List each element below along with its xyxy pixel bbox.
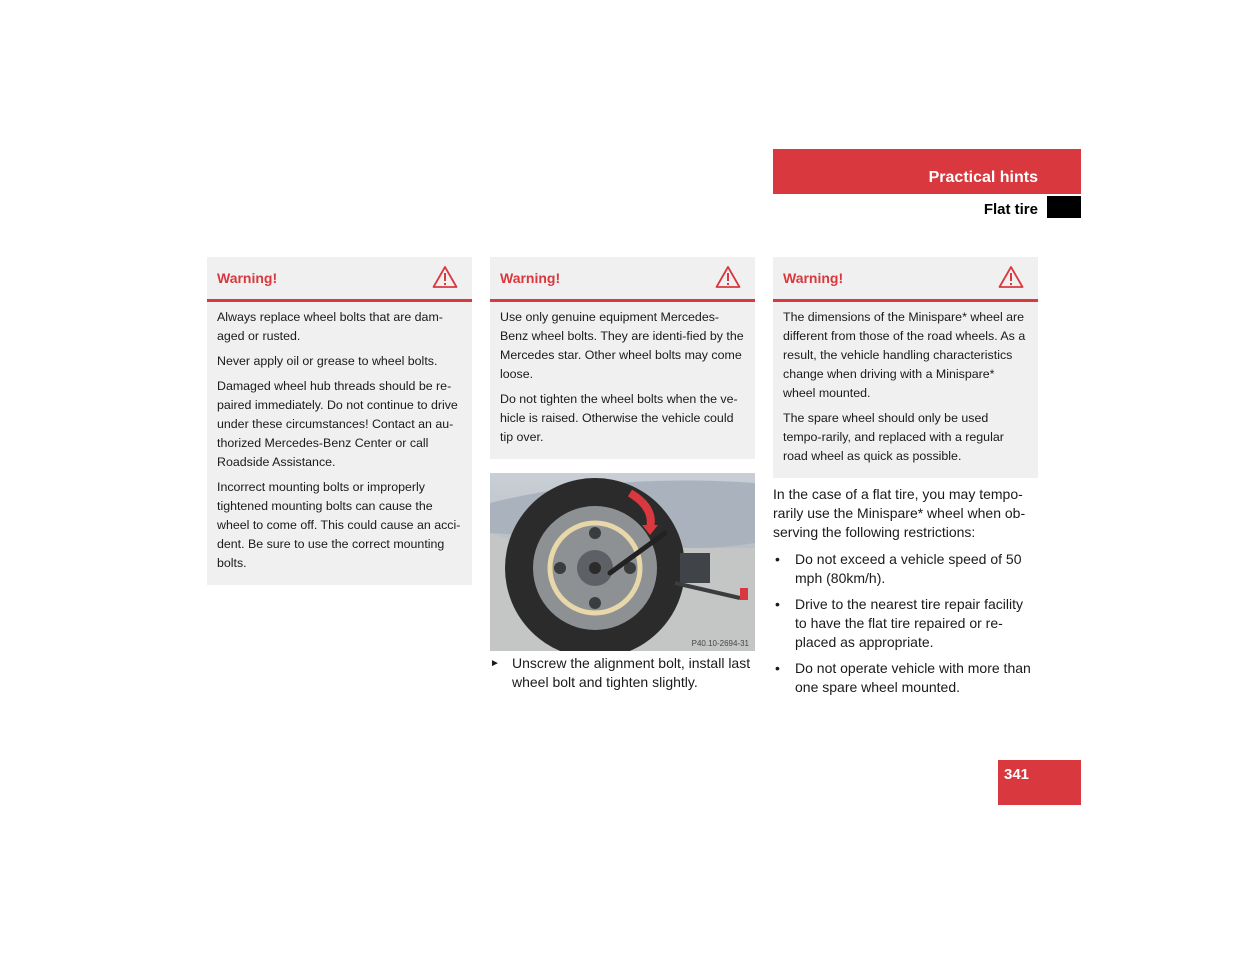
restrictions-intro: In the case of a flat tire, you may tempo-rarily use the Minispare* wheel when ob-serving the following restrictions: [773, 486, 1026, 540]
warning-header [207, 257, 472, 302]
warning-triangle-icon [715, 265, 741, 289]
restrictions-section [773, 485, 1038, 704]
wheel-illustration [490, 473, 755, 651]
warning-triangle-icon [998, 265, 1024, 289]
list-item-text: Do not operate vehicle with more than one spare wheel mounted. [795, 660, 1031, 695]
page-number: 341 [1004, 766, 1030, 783]
bullet-icon: • [775, 551, 780, 567]
list-item [773, 550, 1038, 588]
warning-paragraph: Always replace wheel bolts that are dam-aged or rusted. [217, 310, 443, 343]
warning-body [490, 302, 755, 459]
warning-paragraph: Damaged wheel hub threads should be re-paired immediately. Do not continue to drive under these circumstances! Contact an au-thorized Mercedes-Benz Center or call Roadside Assistance. [217, 379, 458, 469]
step-text: Unscrew the alignment bolt, install last wheel bolt and tighten slightly. [512, 655, 751, 690]
warning-paragraph: The dimensions of the Minispare* wheel are different from those of the road wheels. As a result, the vehicle handling characteristics change when driving with a Minispare* wheel mounted. [783, 310, 1026, 400]
photo-code: P40.10-2694-31 [691, 639, 749, 648]
page-number-tab [998, 760, 1081, 805]
section-header [773, 149, 1081, 194]
warning-header [490, 257, 755, 302]
warning-label: Warning! [500, 270, 561, 286]
warning-triangle-icon [432, 265, 458, 289]
warning-body [207, 302, 472, 585]
warning-label: Warning! [217, 270, 278, 286]
warning-paragraph: The spare wheel should only be used tempo-rarily, and replaced with a regular road wheel as quick as possible. [783, 411, 1004, 463]
subsection-marker [1047, 196, 1081, 218]
subsection-title: Flat tire [983, 201, 1038, 218]
restrictions-list [773, 550, 1038, 697]
warning-header [773, 257, 1038, 302]
step-instruction [490, 654, 755, 692]
step-arrow-icon: ► [490, 658, 500, 669]
bullet-icon: • [775, 660, 780, 676]
warning-body [773, 302, 1038, 478]
list-item [773, 659, 1038, 697]
section-title: Practical hints [928, 169, 1038, 186]
warning-paragraph: Incorrect mounting bolts or improperly tightened mounting bolts can cause the wheel to come off. This could cause an acci-dent. Be sure to use the correct mounting bolts. [217, 480, 461, 570]
warning-paragraph: Never apply oil or grease to wheel bolts. [217, 354, 438, 368]
warning-box-2 [490, 257, 755, 459]
subsection-header [773, 196, 1081, 218]
list-item-text: Do not exceed a vehicle speed of 50 mph (80km/h). [795, 551, 1022, 586]
list-item-text: Drive to the nearest tire repair facility to have the flat tire repaired or re-placed as appropriate. [795, 596, 1023, 650]
spare-wheel-photo [490, 473, 755, 651]
warning-box-1 [207, 257, 472, 585]
warning-paragraph: Use only genuine equipment Mercedes-Benz wheel bolts. They are identi-fied by the Mercedes star. Other wheel bolts may come loose. [500, 310, 744, 381]
warning-label: Warning! [783, 270, 844, 286]
bullet-icon: • [775, 596, 780, 612]
warning-paragraph: Do not tighten the wheel bolts when the ve-hicle is raised. Otherwise the vehicle could tip over. [500, 392, 738, 444]
list-item [773, 595, 1038, 652]
warning-box-3 [773, 257, 1038, 478]
